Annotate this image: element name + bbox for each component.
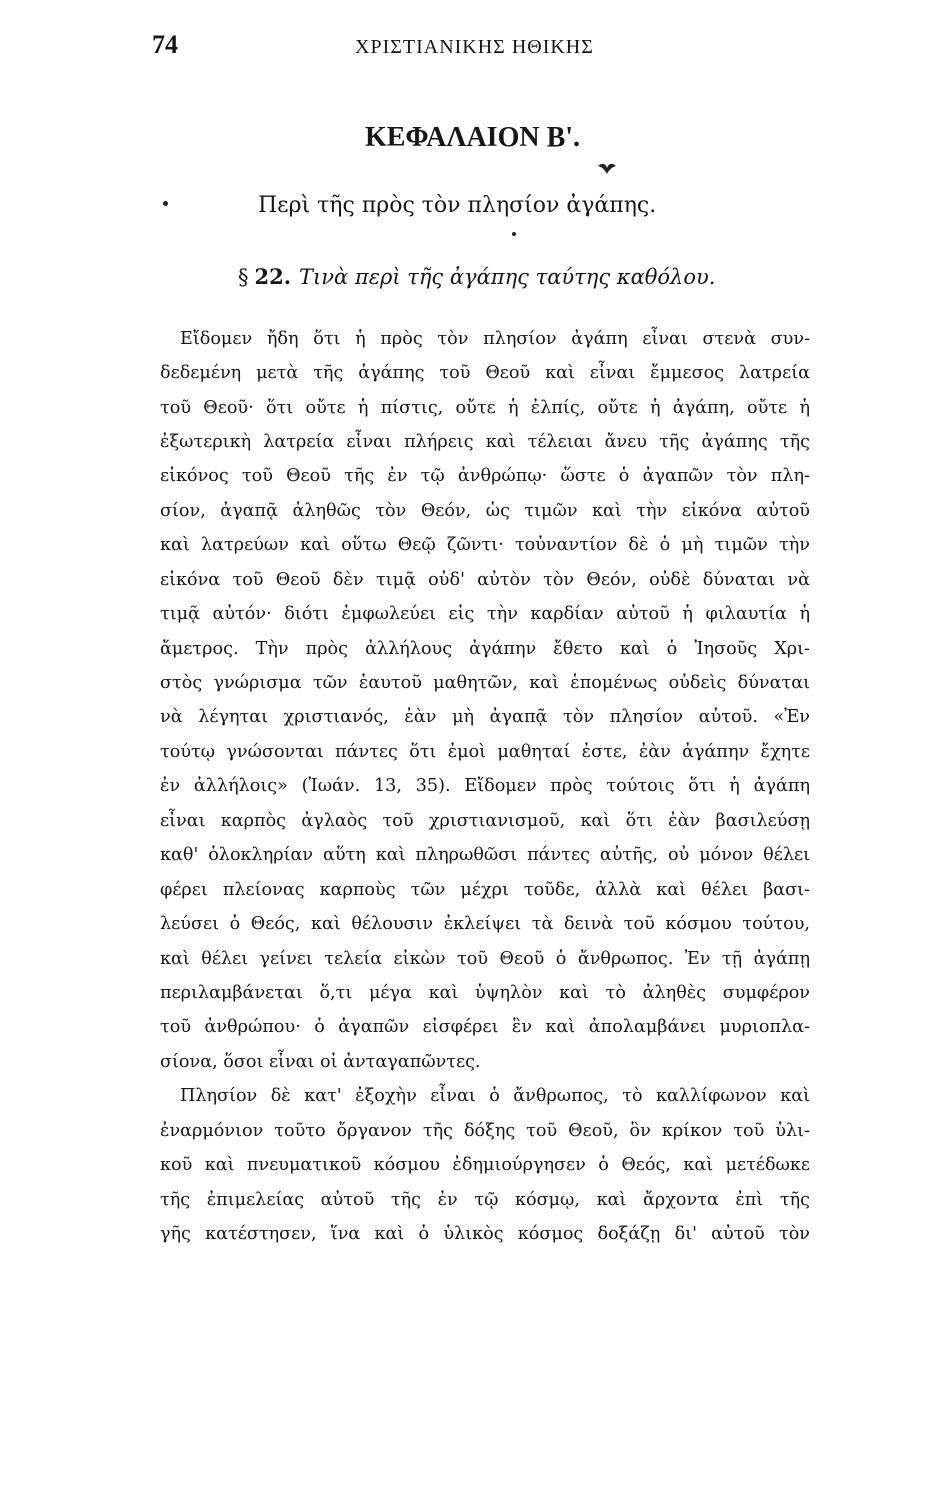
text-line: Εἴδομεν ἤδη ὅτι ἡ πρὸς τὸν πλησίον ἀγάπη εἶναι στενὰ συν- — [180, 329, 810, 349]
text-line: ἐναρμόνιον τοῦτο ὄργανον τῆς δόξης τοῦ Θεοῦ, ὃν κρίκον τοῦ ὑλι- — [160, 1121, 810, 1141]
text-line: σίον, ἀγαπᾷ ἀληθῶς τὸν Θεόν, ὡς τιμῶν καὶ τὴν εἰκόνα αὐτοῦ — [160, 501, 810, 521]
text-line: εἰκόνα τοῦ Θεοῦ δὲν τιμᾷ οὐδ' αὐτὸν τὸν Θεόν, οὐδὲ δύναται νὰ — [160, 570, 810, 590]
ink-speck — [512, 232, 516, 236]
text-line: τοῦ ἀνθρώπου· ὁ ἀγαπῶν εἰσφέρει ἓν καὶ ἀπολαμβάνει μυριοπλα- — [160, 1017, 810, 1037]
text-line: κοῦ καὶ πνευματικοῦ κόσμου ἐδημιούργησεν ὁ Θεός, καὶ μετέδωκε — [160, 1155, 810, 1175]
text-line: εἰκόνος τοῦ Θεοῦ τῆς ἐν τῷ ἀνθρώπῳ· ὥστε ὁ ἀγαπῶν τὸν πλη- — [160, 466, 810, 486]
ornament-icon — [596, 160, 618, 178]
ink-speck — [163, 201, 168, 206]
text-line: φέρει πλείονας καρποὺς τῶν μέχρι τοῦδε, ἀλλὰ καὶ θέλει βασι- — [160, 880, 810, 900]
text-line: περιλαμβάνεται ὅ,τι μέγα καὶ ὑψηλὸν καὶ τὸ ἀληθὲς συμφέρον — [160, 983, 810, 1003]
section-symbol: § — [238, 265, 249, 289]
text-line: ἄμετρος. Τὴν πρὸς ἀλλήλους ἀγάπην ἔθετο καὶ ὁ Ἰησοῦς Χρι- — [160, 639, 810, 659]
text-line: λεύσει ὁ Θεός, καὶ θέλουσιν ἐκλείψει τὰ δεινὰ τοῦ κόσμου τούτου, — [160, 914, 810, 934]
text-line: τούτῳ γνώσονται πάντες ὅτι ἐμοὶ μαθηταί ἐστε, ἐὰν ἀγάπην ἔχητε — [160, 742, 810, 762]
text-line: στὸς γνώρισμα τῶν ἑαυτοῦ μαθητῶν, καὶ ἑπομένως οὐδεὶς δύναται — [160, 673, 810, 693]
section-number: 22. — [254, 264, 292, 289]
text-line: γῆς κατέστησεν, ἵνα καὶ ὁ ὑλικὸς κόσμος δοξάζῃ δι' αὐτοῦ τὸν — [160, 1224, 810, 1244]
chapter-subtitle: Περὶ τῆς πρὸς τὸν πλησίον ἀγάπης. — [258, 193, 657, 218]
text-line: καὶ λατρεύων καὶ οὕτω Θεῷ ζῶντι· τοὐναντίον δὲ ὁ μὴ τιμῶν τὴν — [160, 535, 810, 555]
section-heading — [238, 264, 715, 289]
text-line: νὰ λέγηται χριστιανός, ἐὰν μὴ ἀγαπᾷ τὸν πλησίον αὐτοῦ. «Ἐν — [160, 707, 810, 727]
text-line: καθ' ὁλοκληρίαν αὕτη καὶ πληρωθῶσι πάντες αὐτῆς, οὐ μόνον θέλει — [160, 845, 810, 865]
text-line: τῆς ἐπιμελείας αὐτοῦ τῆς ἐν τῷ κόσμῳ, καὶ ἄρχοντα ἐπὶ τῆς — [160, 1190, 810, 1210]
text-line: ἐν ἀλλήλοις» (Ἰωάν. 13, 35). Εἴδομεν πρὸς τούτοις ὅτι ἡ ἀγάπη — [160, 776, 810, 796]
chapter-title: ΚΕΦΑΛΑΙΟΝ Β'. — [364, 122, 581, 153]
text-line: εἶναι καρπὸς ἀγλαὸς τοῦ χριστιανισμοῦ, καὶ ὅτι ἐὰν βασιλεύσῃ — [160, 811, 810, 831]
page-number: 74 — [152, 30, 178, 59]
text-line: ἐξωτερικὴ λατρεία εἶναι πλήρεις καὶ τέλειαι ἄνευ τῆς ἀγάπης τῆς — [160, 432, 810, 452]
running-title: ΧΡΙΣΤΙΑΝΙΚΗΣ ΗΘΙΚΗΣ — [355, 36, 594, 58]
text-line: τοῦ Θεοῦ· ὅτι οὔτε ἡ πίστις, οὔτε ἡ ἐλπίς, οὔτε ἡ ἀγάπη, οὔτε ἡ — [160, 398, 810, 418]
text-line: Πλησίον δὲ κατ' ἐξοχὴν εἶναι ὁ ἄνθρωπος, τὸ καλλίφωνον καὶ — [180, 1086, 810, 1106]
text-line: καὶ θέλει γείνει τελεία εἰκὼν τοῦ Θεοῦ ὁ ἄνθρωπος. Ἐν τῇ ἀγάπῃ — [160, 949, 810, 969]
text-line: σίονα, ὅσοι εἶναι οἱ ἀνταγαπῶντες. — [160, 1052, 481, 1072]
section-title: Τινὰ περὶ τῆς ἀγάπης ταύτης καθόλου. — [299, 265, 716, 289]
text-line: δεδεμένη μετὰ τῆς ἀγάπης τοῦ Θεοῦ καὶ εἶναι ἔμμεσος λατρεία — [160, 363, 810, 383]
text-line: τιμᾷ αὐτόν· διότι ἐμφωλεύει εἰς τὴν καρδίαν αὐτοῦ ἡ φιλαυτία ἡ — [160, 604, 810, 624]
